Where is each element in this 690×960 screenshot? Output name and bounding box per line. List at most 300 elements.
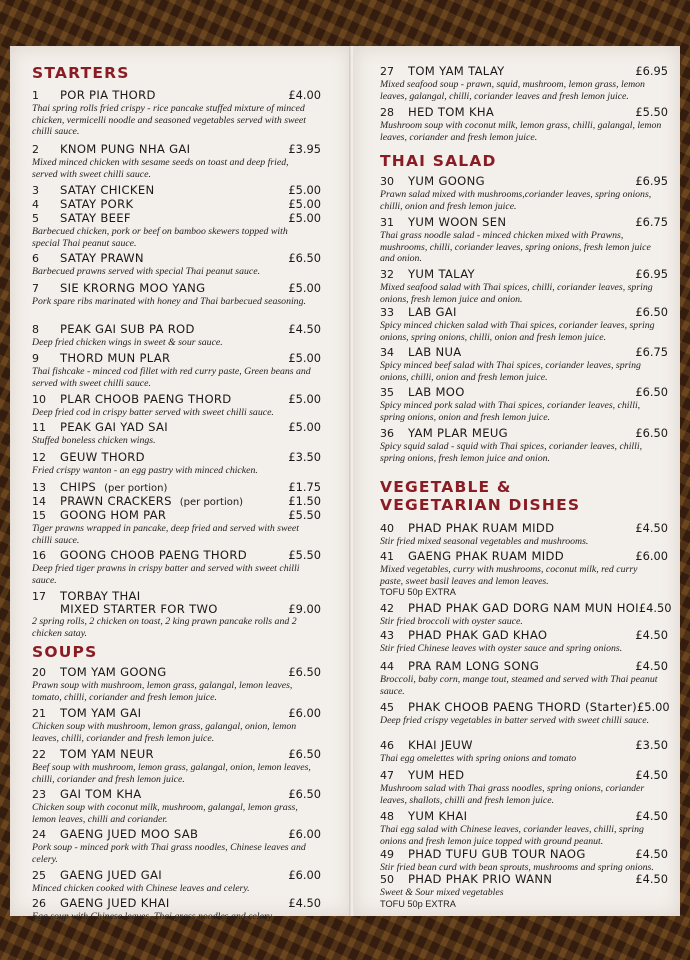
- item-portion-note: (per portion): [104, 483, 168, 494]
- item-name-text: TOM YAM TALAY: [408, 64, 505, 78]
- item-number: 4: [32, 198, 39, 211]
- menu-item-row: [32, 351, 321, 366]
- item-description: Barbecued prawns served with special Thai peanut sauce.: [32, 266, 261, 277]
- item-name: [60, 183, 288, 197]
- item-price: £5.00: [636, 700, 670, 714]
- item-name-text: YUM HED: [408, 768, 465, 782]
- section-heading-thai-salad: THAI SALAD: [380, 152, 497, 170]
- item-description: Mushroom salad with Thai grass noodles, spring onions, coriander leaves, shallots, chilli and fresh lemon juice.: [380, 783, 645, 806]
- menu-item-3: [32, 183, 321, 198]
- menu-item-row: [32, 665, 321, 680]
- item-number: 44: [380, 660, 394, 673]
- item-name: [60, 706, 288, 720]
- item-number: 27: [380, 65, 394, 78]
- menu-item-row: [380, 267, 668, 282]
- item-description: Spicy minced beef salad with Thai spices, coriander leaves, spring onions, chilli, onion and fresh lemon juice.: [380, 360, 641, 383]
- menu-item-row: [380, 768, 668, 783]
- menu-item-16: [32, 548, 321, 586]
- item-description: Tiger prawns wrapped in pancake, deep fried and served with sweet chilli sauce.: [32, 523, 299, 546]
- item-price: £6.95: [635, 64, 668, 78]
- item-name: [60, 281, 288, 295]
- item-price: £4.50: [635, 521, 668, 535]
- item-name-text: TORBAY THAI: [60, 589, 141, 603]
- item-description: Mixed seafood soup - prawn, squid, mushroom, lemon grass, lemon leaves, galangal, chilli, coriander leaves and fresh lemon juice.: [380, 79, 645, 102]
- menu-item-row: [32, 322, 321, 337]
- item-name: [408, 738, 635, 752]
- item-number: 35: [380, 386, 394, 399]
- item-price: £5.00: [288, 183, 321, 197]
- item-price: £5.00: [288, 211, 321, 225]
- item-name-text: TOM YAM NEUR: [60, 747, 154, 761]
- item-name-text: TOM YAM GAI: [60, 706, 142, 720]
- item-name: [60, 548, 288, 562]
- item-description: Thai fishcake - minced cod fillet with red curry paste, Green beans and served with sweet chilli sauce.: [32, 366, 311, 389]
- menu-item-row: [380, 521, 668, 536]
- menu-item-35: [380, 385, 668, 423]
- menu-item-row: [32, 706, 321, 721]
- item-name-text: SATAY PORK: [60, 197, 134, 211]
- menu-item-44: [380, 659, 668, 697]
- item-price: £6.75: [635, 345, 668, 359]
- menu-item-46: [380, 738, 668, 765]
- menu-item-1: [32, 88, 321, 138]
- right-column: [380, 46, 672, 916]
- item-description: Deep fried crispy vegetables in batter served with sweet chilli sauce.: [380, 715, 650, 726]
- menu-item-row: [32, 251, 321, 266]
- item-number: 6: [32, 252, 39, 265]
- item-name-text: LAB MOO: [408, 385, 465, 399]
- menu-item-row: [32, 281, 321, 296]
- item-number: 3: [32, 184, 39, 197]
- item-name-text: PRAWN CRACKERS: [60, 494, 172, 508]
- menu-item-43: [380, 628, 668, 655]
- item-description: Minced chicken cooked with Chinese leaves and celery.: [32, 883, 250, 894]
- item-name: [60, 827, 288, 841]
- menu-item-47: [380, 768, 668, 806]
- item-description: Chicken soup with coconut milk, mushroom, galangal, lemon grass, lemon leaves, chilli and coriander.: [32, 802, 298, 825]
- item-number: 8: [32, 323, 39, 336]
- menu-item-row: [32, 827, 321, 842]
- item-description: Chicken soup with mushroom, lemon grass, galangal, onion, lemon leaves, chilli, coriander and fresh lemon juice.: [32, 721, 297, 744]
- item-name: [408, 628, 635, 642]
- item-name-text: THORD MUN PLAR: [60, 351, 171, 365]
- menu-item-2: [32, 142, 321, 180]
- item-description: Spicy squid salad - squid with Thai spices, coriander leaves, chilli, spring onions, fresh lemon juice and onion.: [380, 441, 643, 464]
- item-number: 7: [32, 282, 39, 295]
- item-name-text: HED TOM KHA: [408, 105, 495, 119]
- item-price: £4.50: [635, 628, 668, 642]
- item-price: £6.00: [635, 549, 668, 563]
- item-number: 41: [380, 550, 394, 563]
- section-heading-vegetarian-dishes: VEGETARIAN DISHES: [380, 496, 581, 514]
- item-description: Deep fried cod in crispy batter served with sweet chilli sauce.: [32, 407, 274, 418]
- item-name-text: SATAY CHICKEN: [60, 183, 155, 197]
- item-name-text: YUM WOON SEN: [408, 215, 507, 229]
- item-price: £4.50: [635, 847, 668, 861]
- menu-item-5: [32, 211, 321, 249]
- item-number: 10: [32, 393, 46, 406]
- item-name: [60, 197, 288, 211]
- menu-item-21: [32, 706, 321, 744]
- item-description: Egg soup with Chinese leaves, Thai grass noodles and celery: [32, 911, 272, 922]
- menu-item-10: [32, 392, 321, 419]
- item-name: [60, 392, 288, 406]
- item-number: 17: [32, 590, 46, 603]
- menu-item-20: [32, 665, 321, 703]
- item-description: Mixed seafood salad with Thai spices, chilli, coriander leaves, spring onions, fresh lemon juice and onion.: [380, 282, 653, 305]
- item-description: Prawn salad mixed with mushrooms,coriander leaves, spring onions, chilli, onion and fresh lemon juice.: [380, 189, 652, 212]
- item-name-text: POR PIA THORD: [60, 88, 156, 102]
- item-name-text: PHAK CHOOB PAENG THORD (Starter): [408, 700, 637, 714]
- item-price: £6.50: [635, 305, 668, 319]
- item-name-text: PRA RAM LONG SONG: [408, 659, 540, 673]
- section-heading-vegetable: VEGETABLE &: [380, 478, 512, 496]
- item-name: [60, 508, 288, 522]
- item-number: 26: [32, 897, 46, 910]
- item-name: [408, 385, 635, 399]
- item-extra-note: TOFU 50p EXTRA: [380, 587, 456, 598]
- menu-item-row: [380, 385, 668, 400]
- menu-item-12: [32, 450, 321, 477]
- item-name: [60, 665, 288, 679]
- item-name-text: GAENG PHAK RUAM MIDD: [408, 549, 564, 563]
- menu-item-row: [32, 508, 321, 523]
- item-number: 45: [380, 701, 394, 714]
- item-price: £4.00: [288, 88, 321, 102]
- item-number: 30: [380, 175, 394, 188]
- menu-item-extra-17: [32, 602, 321, 639]
- menu-item-8: [32, 322, 321, 349]
- item-description: Stir fried mixed seasonal vegetables and mushrooms.: [380, 536, 589, 547]
- item-name: [60, 142, 288, 156]
- item-price: £6.95: [635, 267, 668, 281]
- menu-item-33: [380, 305, 668, 343]
- item-name: [60, 322, 288, 336]
- item-name-text: PHAD PHAK PRIO WANN: [408, 872, 553, 886]
- item-number: 22: [32, 748, 46, 761]
- item-number: 16: [32, 549, 46, 562]
- menu-item-31: [380, 215, 668, 265]
- item-number: 12: [32, 451, 46, 464]
- item-number: 34: [380, 346, 394, 359]
- item-price: £4.50: [635, 809, 668, 823]
- item-name: [408, 549, 635, 563]
- item-name-text: SATAY BEEF: [60, 211, 131, 225]
- item-number: 47: [380, 769, 394, 782]
- item-description: Deep fried tiger prawns in crispy batter and served with sweet chilli sauce.: [32, 563, 300, 586]
- item-price: £4.50: [635, 768, 668, 782]
- item-name-text: YUM TALAY: [408, 267, 475, 281]
- item-description: Stuffed boneless chicken wings.: [32, 435, 156, 446]
- menu-page-left: [10, 46, 351, 922]
- item-name: [408, 521, 635, 535]
- item-price: £6.00: [288, 706, 321, 720]
- item-description: Prawn soup with mushroom, lemon grass, galangal, lemon leaves, tomato, chilli, coriander and fresh lemon juice.: [32, 680, 293, 703]
- item-name: [60, 88, 288, 102]
- item-price: £5.00: [288, 281, 321, 295]
- item-number: 50: [380, 873, 394, 886]
- item-price: £6.50: [288, 747, 321, 761]
- item-name: [408, 426, 635, 440]
- item-number: 48: [380, 810, 394, 823]
- item-price: £4.50: [288, 896, 321, 910]
- item-number: 5: [32, 212, 39, 225]
- item-name: [408, 768, 635, 782]
- menu-item-4: [32, 197, 321, 212]
- item-name-text: LAB GAI: [408, 305, 457, 319]
- menu-item-27: [380, 64, 668, 102]
- item-name: [60, 589, 321, 603]
- item-price: £6.50: [635, 385, 668, 399]
- item-name: [60, 420, 288, 434]
- item-name-text: PHAD TUFU GUB TOUR NAOG: [408, 847, 586, 861]
- menu-item-row: [32, 197, 321, 212]
- menu-item-row: [380, 174, 668, 189]
- menu-item-row: [380, 659, 668, 674]
- item-name-text: KHAI JEUW: [408, 738, 473, 752]
- item-name: [408, 872, 635, 886]
- menu-item-row: [380, 601, 672, 616]
- item-name: [408, 174, 635, 188]
- menu-item-row: [380, 872, 668, 887]
- item-description: Stir fried broccoli with oyster sauce.: [380, 616, 523, 627]
- item-name: [408, 809, 635, 823]
- item-name: [408, 659, 635, 673]
- menu-item-9: [32, 351, 321, 389]
- item-name: [408, 105, 635, 119]
- item-price: £4.50: [635, 872, 668, 886]
- menu-item-row: [32, 747, 321, 762]
- menu-item-45: [380, 700, 668, 727]
- menu-item-row: [32, 787, 321, 802]
- item-price: £3.50: [635, 738, 668, 752]
- item-number: 2: [32, 143, 39, 156]
- menu-item-row: [32, 142, 321, 157]
- menu-item-15: [32, 508, 321, 546]
- menu-item-34: [380, 345, 668, 383]
- item-name: [408, 267, 635, 281]
- item-price: £4.50: [638, 601, 672, 615]
- item-number: 14: [32, 495, 46, 508]
- item-price: £3.50: [288, 450, 321, 464]
- item-name-text: GAENG JUED GAI: [60, 868, 162, 882]
- menu-item-row: [32, 450, 321, 465]
- menu-item-7: [32, 281, 321, 308]
- item-number: 43: [380, 629, 394, 642]
- item-name: [60, 251, 288, 265]
- item-description: Pork spare ribs marinated with honey and Thai barbecued seasoning.: [32, 296, 306, 307]
- item-number: 9: [32, 352, 39, 365]
- item-name-text: LAB NUA: [408, 345, 462, 359]
- item-number: 1: [32, 89, 39, 102]
- menu-item-row: [32, 88, 321, 103]
- item-price: £1.50: [288, 494, 321, 508]
- menu-item-row: [32, 211, 321, 226]
- item-number: 23: [32, 788, 46, 801]
- menu-item-row: [380, 738, 668, 753]
- item-number: 40: [380, 522, 394, 535]
- menu-item-row: [32, 548, 321, 563]
- item-price: £6.50: [635, 426, 668, 440]
- item-number: 24: [32, 828, 46, 841]
- item-name: [60, 787, 288, 801]
- item-price: £5.00: [288, 420, 321, 434]
- menu-item-row: [32, 896, 321, 911]
- item-description: Mixed minced chicken with sesame seeds on toast and deep fried, served with sweet chilli sauce.: [32, 157, 289, 180]
- item-name-text: MIXED STARTER FOR TWO: [60, 602, 218, 616]
- item-number: 36: [380, 427, 394, 440]
- menu-item-row: [32, 868, 321, 883]
- menu-item-23: [32, 787, 321, 825]
- menu-page-right: [354, 46, 680, 916]
- menu-item-50: [380, 872, 668, 910]
- item-name-text: PHAD PHAK GAD DORG NAM MUN HOI: [408, 601, 639, 615]
- menu-item-row: [380, 549, 668, 564]
- item-name-text: PHAD PHAK GAD KHAO: [408, 628, 548, 642]
- menu-item-49: [380, 847, 668, 874]
- item-price: £6.50: [288, 787, 321, 801]
- item-description: Barbecued chicken, pork or beef on bamboo skewers topped with special Thai peanut sauce.: [32, 226, 288, 249]
- item-number: 32: [380, 268, 394, 281]
- menu-item-40: [380, 521, 668, 548]
- item-name-text: GAENG JUED MOO SAB: [60, 827, 199, 841]
- menu-item-36: [380, 426, 668, 464]
- item-extra-note: TOFU 50p EXTRA: [380, 898, 456, 909]
- item-number: 20: [32, 666, 46, 679]
- item-description: Spicy minced pork salad with Thai spices, coriander leaves, chilli, spring onions, onion and fresh lemon juice.: [380, 400, 641, 423]
- item-name-text: GAENG JUED KHAI: [60, 896, 170, 910]
- menu-item-22: [32, 747, 321, 785]
- item-price: £5.00: [288, 197, 321, 211]
- item-number: 25: [32, 869, 46, 882]
- menu-item-row: [380, 215, 668, 230]
- item-number: 42: [380, 602, 394, 615]
- item-price: £6.75: [635, 215, 668, 229]
- item-name: [408, 64, 635, 78]
- item-price: £1.75: [288, 480, 321, 494]
- item-name-text: GAI TOM KHA: [60, 787, 142, 801]
- item-name: [408, 305, 635, 319]
- item-description: Fried crispy wanton - an egg pastry with minced chicken.: [32, 465, 258, 476]
- item-description: Thai spring rolls fried crispy - rice pancake stuffed mixture of minced chicken, vermicelli noodle and seasoned vegetables served with sweet chilli sauce.: [32, 103, 306, 138]
- item-number: 21: [32, 707, 46, 720]
- item-name: [408, 601, 639, 615]
- item-name-text: YUM GOONG: [408, 174, 485, 188]
- menu-item-row: [32, 602, 321, 616]
- item-price: £6.50: [288, 251, 321, 265]
- item-name-text: KNOM PUNG NHA GAI: [60, 142, 191, 156]
- item-name-text: YUM KHAI: [408, 809, 468, 823]
- item-name: [408, 847, 635, 861]
- item-price: £6.95: [635, 174, 668, 188]
- item-price: £5.00: [288, 392, 321, 406]
- item-description: Mixed vegetables, curry with mushrooms, coconut milk, red curry paste, sweet basil leaves and lemon leaves.: [380, 564, 638, 587]
- item-name-text: YAM PLAR MEUG: [408, 426, 508, 440]
- menu-item-24: [32, 827, 321, 865]
- section-heading-starters: STARTERS: [32, 64, 130, 82]
- item-description: Stir fried bean curd with bean sprouts, mushrooms and spring onions.: [380, 862, 654, 873]
- menu-item-row: [380, 809, 668, 824]
- item-price: £4.50: [635, 659, 668, 673]
- menu-item-28: [380, 105, 668, 143]
- item-description: Beef soup with mushroom, lemon grass, galangal, onion, lemon leaves, chilli, coriander and fresh lemon juice.: [32, 762, 311, 785]
- item-name: [408, 215, 635, 229]
- item-name-text: PEAK GAI SUB PA ROD: [60, 322, 195, 336]
- menu-item-row: [32, 420, 321, 435]
- item-price: £5.50: [288, 508, 321, 522]
- menu-item-row: [32, 392, 321, 407]
- menu-item-6: [32, 251, 321, 278]
- item-name-text: TOM YAM GOONG: [60, 665, 167, 679]
- item-number: 13: [32, 481, 46, 494]
- item-name-text: SATAY PRAWN: [60, 251, 144, 265]
- item-name-text: GOONG CHOOB PAENG THORD: [60, 548, 247, 562]
- item-name: [60, 747, 288, 761]
- item-description: Sweet & Sour mixed vegetables: [380, 887, 504, 898]
- menu-item-row: [380, 305, 668, 320]
- menu-item-48: [380, 809, 668, 847]
- item-portion-note: (per portion): [179, 497, 244, 508]
- item-description: Mushroom soup with coconut milk, lemon grass, chilli, galangal, lemon leaves, coriander and fresh lemon juice.: [380, 120, 662, 143]
- menu-item-row: [380, 345, 668, 360]
- item-price: £6.50: [288, 665, 321, 679]
- item-name-text: SIE KRORNG MOO YANG: [60, 281, 206, 295]
- left-column: [32, 46, 321, 922]
- item-name: [408, 345, 635, 359]
- menu-item-30: [380, 174, 668, 212]
- item-description: Thai grass noodle salad - minced chicken mixed with Prawns, mushrooms, chilli, coriander leaves, spring onions, fresh lemon juice and onion.: [380, 230, 651, 265]
- menu-item-row: [380, 847, 668, 862]
- item-description: Thai egg omelettes with spring onions and tomato: [380, 753, 577, 764]
- item-description: Stir fried Chinese leaves with oyster sauce and spring onions.: [380, 643, 623, 654]
- menu-item-row: [380, 700, 668, 715]
- menu-item-32: [380, 267, 668, 305]
- item-price: £5.50: [288, 548, 321, 562]
- item-price: £9.00: [288, 602, 321, 616]
- item-name: [408, 700, 637, 714]
- item-description: Deep fried chicken wings in sweet & sour sauce.: [32, 337, 223, 348]
- item-number: 15: [32, 509, 46, 522]
- item-name-text: CHIPS: [60, 480, 97, 494]
- menu-item-41: [380, 549, 668, 598]
- item-number: 46: [380, 739, 394, 752]
- menu-item-row: [380, 628, 668, 643]
- menu-item-42: [380, 601, 672, 628]
- item-name-text: PHAD PHAK RUAM MIDD: [408, 521, 555, 535]
- item-name: [60, 896, 288, 910]
- item-price: £4.50: [288, 322, 321, 336]
- item-number: 33: [380, 306, 394, 319]
- item-number: 31: [380, 216, 394, 229]
- item-price: £5.50: [635, 105, 668, 119]
- item-name-text: GEUW THORD: [60, 450, 145, 464]
- item-price: £5.00: [288, 351, 321, 365]
- item-name: [60, 450, 288, 464]
- menu-item-row: [380, 105, 668, 120]
- item-description: Thai egg salad with Chinese leaves, coriander leaves, chilli, spring onions and fresh lemon juice topped with ground peanut.: [380, 824, 644, 847]
- item-description: Broccoli, baby corn, mange tout, steamed and served with Thai peanut sauce.: [380, 674, 658, 697]
- item-name: [60, 602, 288, 616]
- item-price: £6.00: [288, 827, 321, 841]
- item-name: [60, 211, 288, 225]
- item-name-text: GOONG HOM PAR: [60, 508, 167, 522]
- menu-item-26: [32, 896, 321, 923]
- section-heading-soups: SOUPS: [32, 643, 98, 661]
- item-number: 11: [32, 421, 46, 434]
- item-description: Spicy minced chicken salad with Thai spices, coriander leaves, spring onions, spring onions, chilli, onion and fresh lemon juice.: [380, 320, 655, 343]
- menu-item-25: [32, 868, 321, 895]
- menu-item-11: [32, 420, 321, 447]
